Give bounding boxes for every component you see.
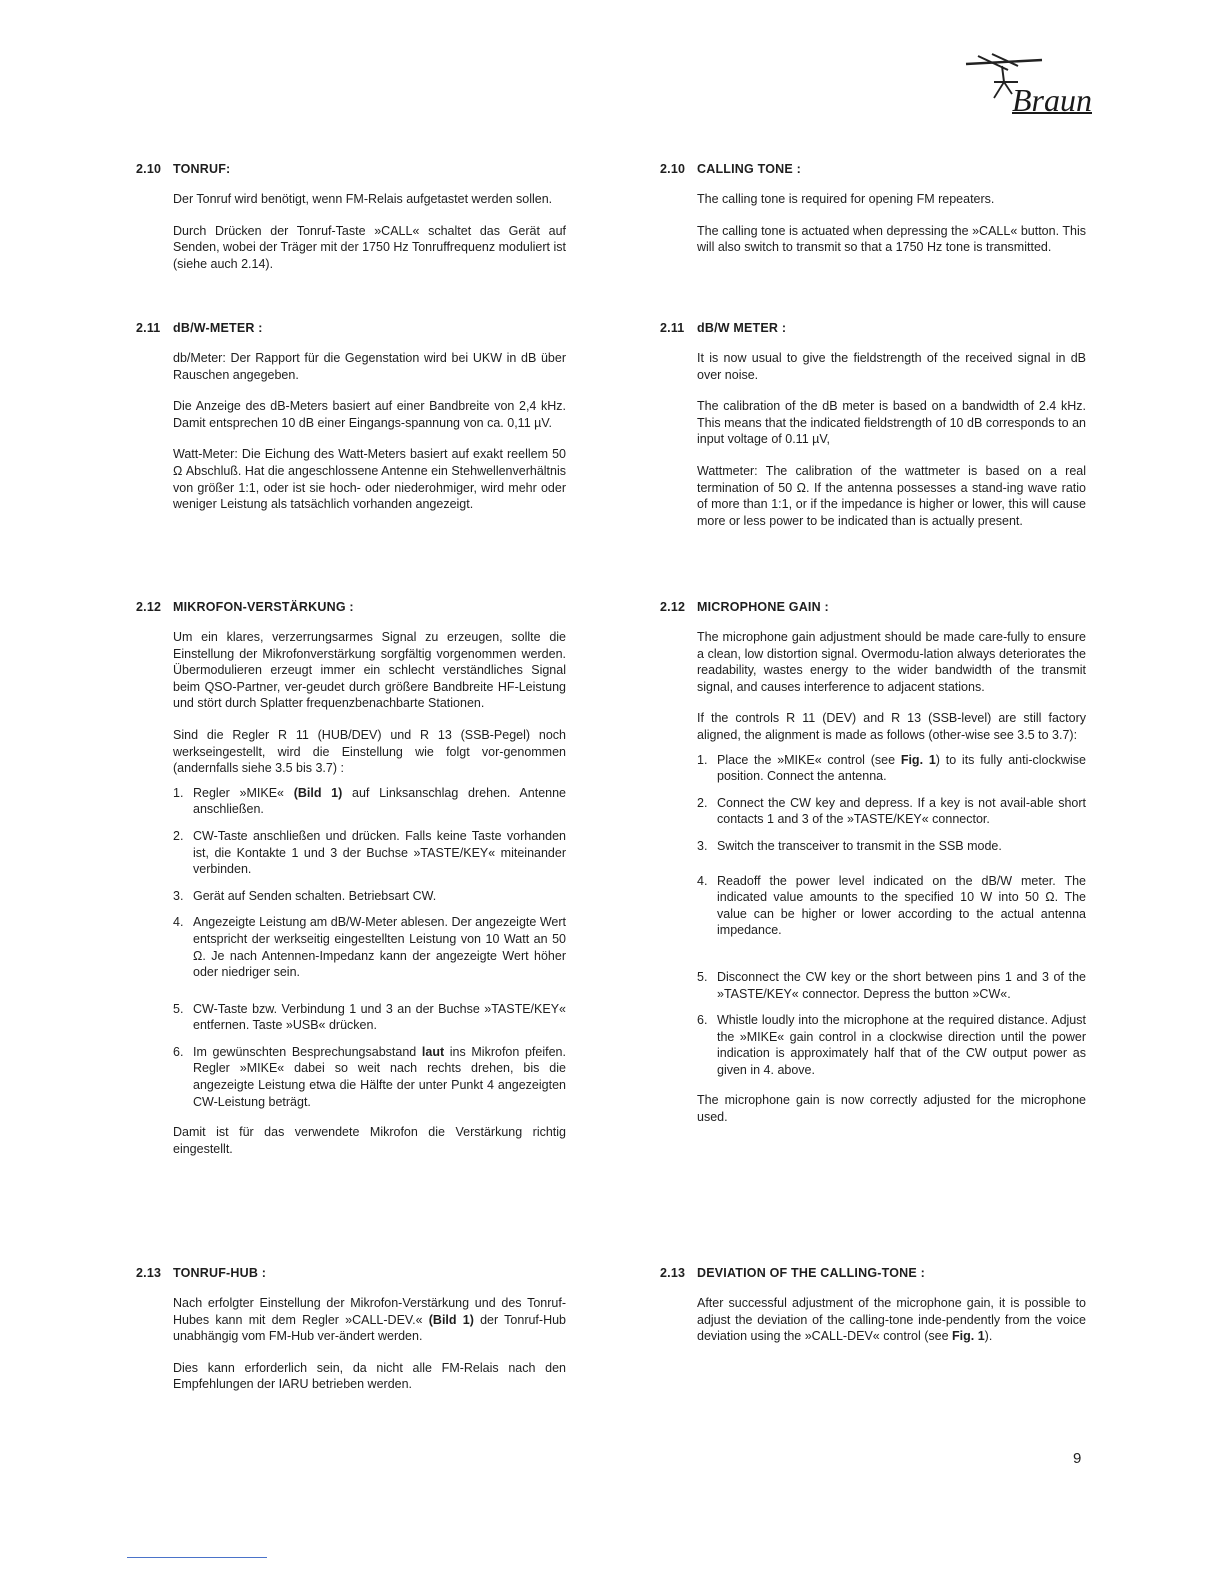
section-body xyxy=(697,1295,1086,1345)
paragraph: Dies kann erforderlich sein, da nicht alle FM-Relais nach den Empfehlungen der IARU betrieben werden. xyxy=(173,1360,566,1392)
paragraph: After successful adjustment of the microphone gain, it is possible to adjust the deviation of the calling-tone inde-pendently from the voice deviation using the »CALL-DEV« control (see Fig. 1). xyxy=(697,1296,1086,1344)
section-body xyxy=(173,350,566,513)
paragraph: The microphone gain adjustment should be made care-fully to ensure a clean, low distortion signal. Overmodu-lation always deteriorates the readability, wastes energy to the wider bandwidth of the transmit signal, and causes interference to adjacent stations. xyxy=(697,630,1086,694)
section-heading: 2.11 dB/W-METER : xyxy=(136,321,263,335)
list-item: 4. Angezeigte Leistung am dB/W-Meter ablesen. Der angezeigte Wert entspricht der werkseitig eingestellten Leistung von 10 Watt an 50 Ω. Je nach Antennen-Impedanz kann der angezeigte Wert höher oder niedriger sein. xyxy=(173,915,566,980)
step-list xyxy=(697,752,1086,1079)
section-2-10-de xyxy=(136,162,566,287)
list-item: 5. Disconnect the CW key or the short between pins 1 and 3 of the »TASTE/KEY« connector. Depress the button »CW«. xyxy=(697,969,1086,1001)
paragraph: The microphone gain is now correctly adjusted for the microphone used. xyxy=(697,1093,1086,1125)
section-body xyxy=(697,191,1086,256)
section-body xyxy=(173,191,566,272)
paragraph: The calling tone is required for opening FM repeaters. xyxy=(697,192,995,206)
section-heading: 2.12 MICROPHONE GAIN : xyxy=(660,600,829,614)
list-item: 2. CW-Taste anschließen und drücken. Falls keine Taste vorhanden ist, die Kontakte 1 und 3 der Buchse »TASTE/KEY« miteinander verbinden. xyxy=(173,828,566,877)
paragraph: Sind die Regler R 11 (HUB/DEV) und R 13 (SSB-Pegel) noch werkseingestellt, wird die Einstellung wie folgt vor-genommen (andernfalls siehe 3.5 bis 3.7) : xyxy=(173,727,566,776)
paragraph: Nach erfolgter Einstellung der Mikrofon-Verstärkung und des Tonruf-Hubes kann mit dem Regler »CALL-DEV.« (Bild 1) der Tonruf-Hub unabhängig vom FM-Hub ver-ändert werden. xyxy=(173,1296,566,1344)
list-item: 4. Readoff the power level indicated on the dB/W meter. The indicated value amounts to the specified 10 W into 50 Ω. The value can be higher or lower according to the actual antenna impedance. xyxy=(697,873,1086,938)
section-2-11-en xyxy=(660,321,1086,544)
page-number: 9 xyxy=(1073,1450,1082,1467)
section-2-12-de xyxy=(136,600,566,1172)
paragraph: Der Tonruf wird benötigt, wenn FM-Relais aufgetastet werden sollen. xyxy=(173,192,553,206)
paragraph: Die Anzeige des dB-Meters basiert auf einer Bandbreite von 2,4 kHz. Damit entsprechen 10 dB einer Eingangs-spannung von ca. 0,11 µV. xyxy=(173,399,566,430)
section-2-12-en xyxy=(660,600,1086,1141)
section-heading: 2.13 DEVIATION OF THE CALLING-TONE : xyxy=(660,1266,925,1280)
paragraph: If the controls R 11 (DEV) and R 13 (SSB-level) are still factory aligned, the alignment is made as follows (other-wise see 3.5 to 3.7): xyxy=(697,711,1086,742)
paragraph: Um ein klares, verzerrungsarmes Signal zu erzeugen, sollte die Einstellung der Mikrofonverstärkung sorgfältig vorgenommen werden. Übermodulieren erzeugt immer ein schlecht verständliches Signal beim QSO-Partner, ver-geudet durch größere Bandbreite HF-Leistung und stört durch Splatter frequenzbenachbarte Stationen. xyxy=(173,630,566,711)
list-item: 5. CW-Taste bzw. Verbindung 1 und 3 an der Buchse »TASTE/KEY« entfernen. Taste »USB« drücken. xyxy=(173,1001,566,1033)
list-item: 1. Regler »MIKE« (Bild 1) auf Linksanschlag drehen. Antenne anschließen. xyxy=(173,785,566,817)
section-2-13-de xyxy=(136,1266,566,1408)
list-item: 6. Im gewünschten Besprechungsabstand laut ins Mikrofon pfeifen. Regler »MIKE« dabei so weit nach rechts drehen, bis die angezeigte Leistung etwa die Hälfte der unter Punkt 4 angezeigten CW-Leistung beträgt. xyxy=(173,1044,566,1109)
list-item: 2. Connect the CW key and depress. If a key is not avail-able short contacts 1 and 3 of the »TASTE/KEY« connector. xyxy=(697,795,1086,827)
section-body xyxy=(173,629,566,1157)
section-heading: 2.10 CALLING TONE : xyxy=(660,162,801,176)
section-heading: 2.13 TONRUF-HUB : xyxy=(136,1266,267,1280)
section-2-10-en xyxy=(660,162,1086,271)
section-heading: 2.10 TONRUF: xyxy=(136,162,231,176)
list-item: 1. Place the »MIKE« control (see Fig. 1) to its fully anti-clockwise position. Connect the antenna. xyxy=(697,752,1086,784)
section-2-13-en xyxy=(660,1266,1086,1360)
list-item: 3. Switch the transceiver to transmit in the SSB mode. xyxy=(697,838,1002,853)
paragraph: Durch Drücken der Tonruf-Taste »CALL« schaltet das Gerät auf Senden, wobei der Träger mit der 1750 Hz Tonruffrequenz moduliert ist (siehe auch 2.14). xyxy=(173,223,566,271)
paragraph: Damit ist für das verwendete Mikrofon die Verstärkung richtig eingestellt. xyxy=(173,1125,566,1156)
step-list xyxy=(173,785,566,1111)
paragraph: Wattmeter: The calibration of the wattmeter is based on a real termination of 50 Ω. If the antenna possesses a stand-ing wave ratio of more than 1:1, or if the impedance is higher or lower, this will cause more or less power to be indicated than is actually present. xyxy=(697,463,1086,528)
section-2-11-de xyxy=(136,321,566,528)
brand-name: Braun xyxy=(1012,82,1092,118)
section-heading: 2.11 dB/W METER : xyxy=(660,321,787,335)
paragraph: Watt-Meter: Die Eichung des Watt-Meters basiert auf exakt reellem 50 Ω Abschluß. Hat die angeschlossene Antenne ein Stehwellenverhältnis von größer 1:1, oder ist sie hoch- oder niederohmiger, wird mehr oder weniger Leistung als tatsächlich vorhanden angezeigt. xyxy=(173,447,566,512)
footer-rule xyxy=(127,1557,267,1558)
paragraph: The calibration of the dB meter is based on a bandwidth of 2.4 kHz. This means that the indicated fieldstrength of 10 dB corresponds to an input voltage of 0.11 µV, xyxy=(697,399,1086,447)
section-heading: 2.12 MIKROFON-VERSTÄRKUNG : xyxy=(136,600,354,614)
list-item: 3. Gerät auf Senden schalten. Betriebsart CW. xyxy=(173,888,437,903)
paragraph: The calling tone is actuated when depressing the »CALL« button. This will also switch to transmit so that a 1750 Hz tone is transmitted. xyxy=(697,223,1086,255)
brand-logo xyxy=(962,46,1102,138)
section-body xyxy=(697,350,1086,529)
paragraph: db/Meter: Der Rapport für die Gegenstation wird bei UKW in dB über Rauschen angegeben. xyxy=(173,351,566,382)
paragraph: It is now usual to give the fieldstrength of the received signal in dB over noise. xyxy=(697,351,1086,382)
section-body xyxy=(697,629,1086,1126)
section-body xyxy=(173,1295,566,1393)
list-item: 6. Whistle loudly into the microphone at the required distance. Adjust the »MIKE« gain control in a clockwise direction until the power indication is approximately half that of the CW output power as given in 4. above. xyxy=(697,1013,1086,1077)
